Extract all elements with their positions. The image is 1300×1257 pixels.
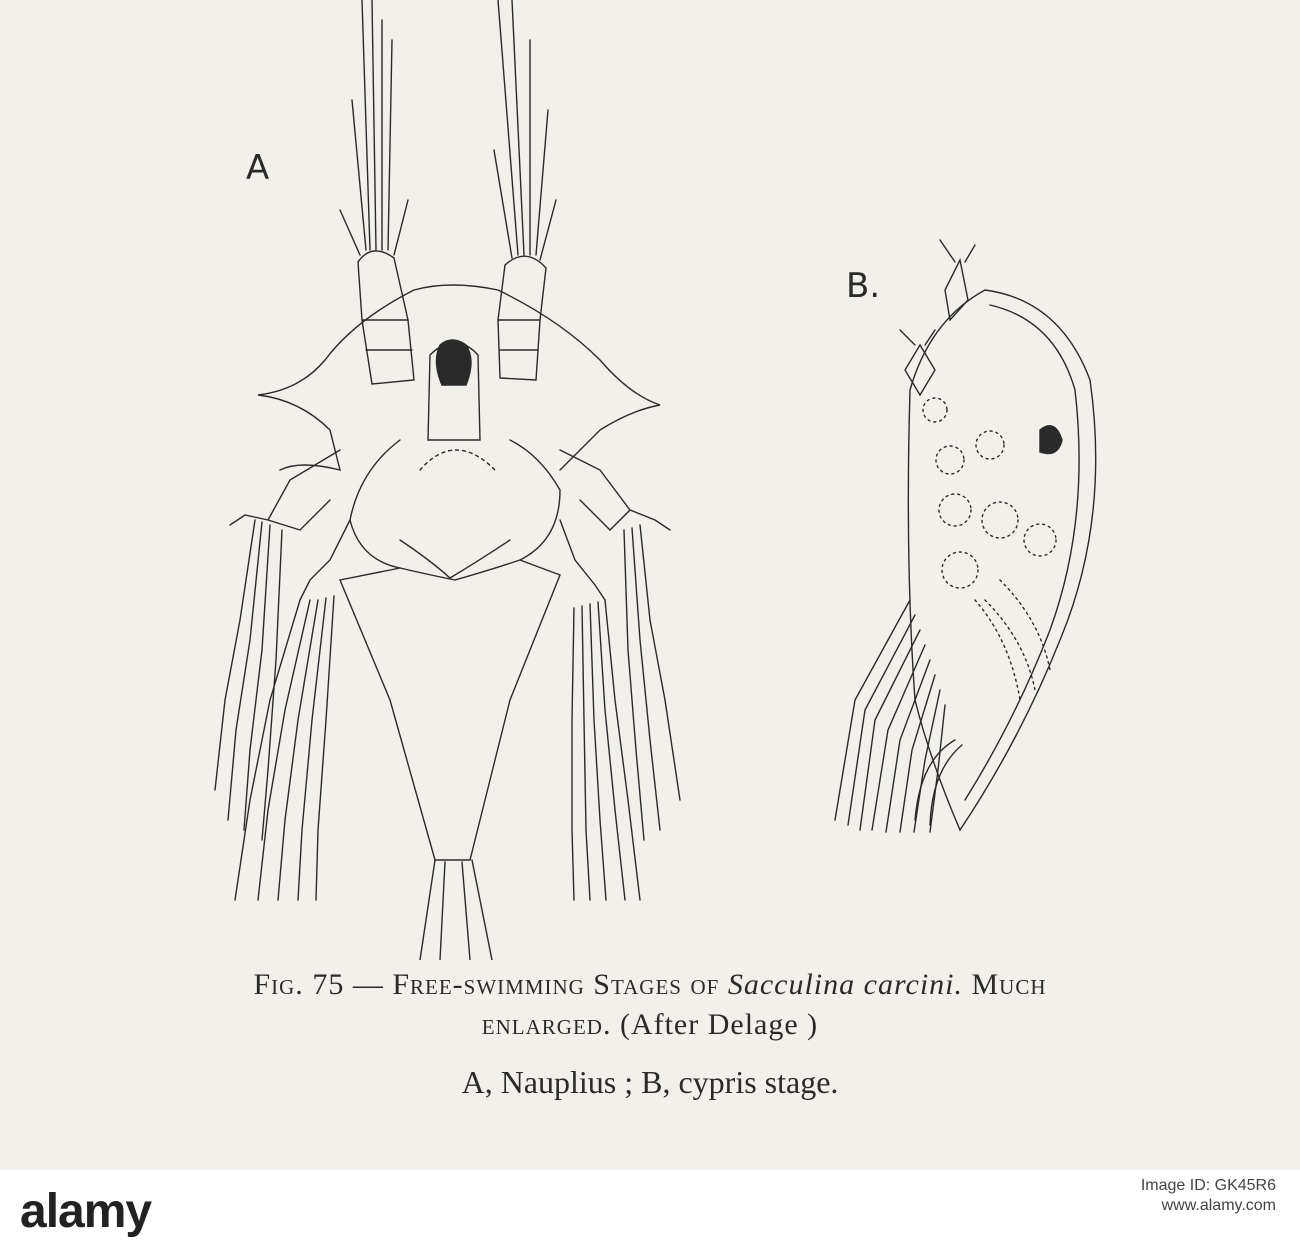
panel-label-a: A	[246, 148, 270, 188]
cypris-internal	[923, 398, 1056, 700]
panel-label-b: B.	[846, 266, 881, 306]
caption-title-part3: enlarged.	[481, 1008, 612, 1041]
cypris-limbs	[835, 600, 945, 832]
antenna-setae-right	[494, 0, 556, 260]
caption-fig-number: 75	[312, 968, 345, 1001]
caption-legend-a: A, Nauplius ;	[461, 1064, 634, 1100]
caption-legend	[0, 1064, 1300, 1101]
antenna-setae-left	[340, 0, 408, 255]
caption-dash: —	[344, 968, 393, 1001]
caption-title-part1: Free-swimming Stages of	[392, 968, 720, 1001]
antenna-left	[358, 251, 414, 384]
caption-attribution: (After Delage )	[619, 1008, 819, 1041]
image-id	[1141, 1176, 1276, 1216]
site-url: www.alamy.com	[1161, 1197, 1276, 1214]
limbs-right	[560, 450, 680, 900]
cypris-drawing	[835, 240, 1096, 832]
nauplius-drawing	[215, 0, 680, 960]
caption-title	[0, 968, 1300, 1002]
nauplius-abdomen	[340, 560, 560, 860]
stock-footer	[0, 1170, 1300, 1257]
image-id-label: Image ID: GK45R6	[1140, 1177, 1276, 1194]
caption-fig-prefix: Fig.	[253, 968, 304, 1001]
caption-legend-b: B, cypris stage.	[641, 1064, 839, 1100]
caption-species: Sacculina carcini.	[727, 968, 963, 1001]
antenna-right	[498, 256, 546, 380]
alamy-logo: alamy	[20, 1185, 152, 1238]
caption-title-part2: Much	[971, 968, 1047, 1001]
caption-subtitle	[0, 1008, 1300, 1042]
limbs-left	[215, 450, 350, 900]
cypris-eye	[1040, 426, 1062, 454]
nauplius-body	[350, 440, 560, 580]
nauplius-furca	[420, 860, 492, 960]
